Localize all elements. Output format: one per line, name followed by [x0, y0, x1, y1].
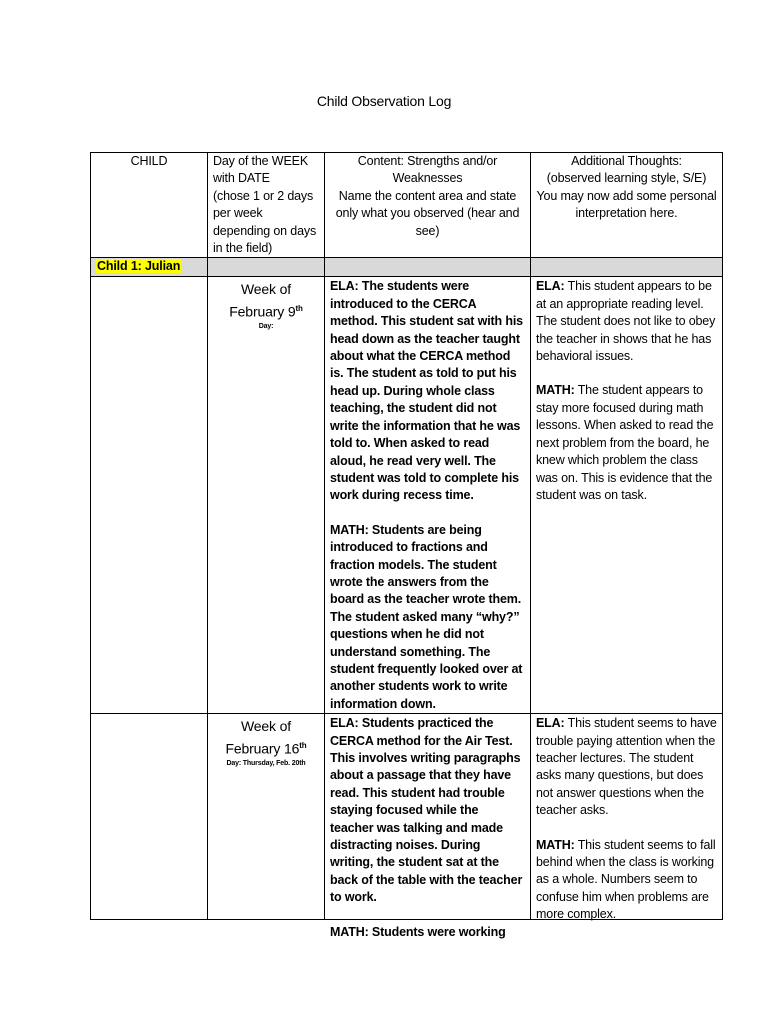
row2-day-label: Day: Thursday, Feb. 20th: [226, 759, 306, 767]
row2-week-sup: th: [299, 741, 307, 751]
row1-thoughts-ela-label: ELA:: [536, 279, 565, 294]
observation-row: [91, 714, 723, 920]
row1-thoughts-ela: [536, 278, 717, 365]
header-row: [91, 153, 723, 258]
row1-thoughts-cell: [531, 277, 723, 714]
row2-week-date: February 16: [225, 740, 300, 757]
row2-week-prefix: Week of: [240, 718, 292, 735]
row2-thoughts-ela: [536, 715, 717, 819]
row2-thoughts-math-text: This student seems to fall behind when the class is working as a whole. Numbers seem to confuse him when problems are more complex.: [536, 837, 716, 922]
row1-day-label: Day:: [258, 323, 274, 331]
header-child-label: CHILD: [130, 154, 168, 168]
child-label-row: [91, 258, 723, 277]
header-child: [91, 153, 208, 258]
row2-week-date-line: [213, 736, 319, 759]
row2-thoughts-math-label: MATH:: [536, 837, 575, 852]
header-day-note: (chose 1 or 2 days per week depending on days in the field): [213, 188, 317, 256]
row1-week-prefix: Week of: [240, 281, 292, 298]
row1-day-cell: [208, 277, 325, 714]
row1-thoughts-math-label: MATH:: [536, 383, 575, 398]
row2-day-cell: [208, 714, 325, 920]
child-row-blank-thoughts: [531, 258, 723, 277]
document-title: Child Observation Log: [316, 93, 452, 109]
child-name-highlight: Child 1: Julian: [97, 259, 181, 274]
row1-content-ela: ELA: The students were introduced to the CERCA method. This student sat with his head down as the teacher taught about what the CERCA method is. The student as told to put his head up. During whole class teaching, the student did not write the information that he was told to. When asked to read aloud, he read very well. The student was told to complete his work during recess time.: [330, 279, 523, 503]
header-content-note: Name the content area and state only what you observed (hear and see): [335, 188, 520, 238]
row2-thoughts-ela-text: This student seems to have trouble paying attention when the teacher lectures. The student asks many questions, but does not answer questions when the teacher asks.: [536, 716, 717, 818]
row1-content-math: MATH: Students are being introduced to fractions and fraction models. The student wrote the answers from the board as the teacher wrote them. The student asked many “why?” questions when he did not understand something. The student frequently looked over at another students work to write information down.: [330, 522, 523, 711]
child-row-blank-content: [325, 258, 531, 277]
row1-content-cell: [325, 277, 531, 714]
child-label-cell: [91, 258, 208, 277]
child-row-blank-day: [208, 258, 325, 277]
header-thoughts: [531, 153, 723, 258]
row1-week-sup: th: [295, 304, 303, 314]
row1-thoughts-ela-text: This student appears to be at an appropriate reading level. The student does not like to obey the teacher in shows that he has behavioral issues.: [536, 279, 716, 364]
row1-thoughts-math: [536, 382, 717, 504]
observation-log-table: [90, 152, 723, 939]
header-day-title: Day of the WEEK with DATE: [213, 154, 309, 186]
row1-week-date-line: [213, 299, 319, 322]
row1-week-date: February 9: [229, 304, 296, 321]
header-thoughts-title: Additional Thoughts:: [571, 154, 682, 168]
row2-content-math: MATH: Students were working: [330, 924, 506, 939]
row2-thoughts-cell: [531, 714, 723, 920]
row1-week: [213, 278, 319, 322]
row2-thoughts-ela-label: ELA:: [536, 716, 565, 731]
row2-content-ela: ELA: Students practiced the CERCA method for the Air Test. This involves writing paragraphs about a passage that they have read. This student had trouble staying focused while the teacher was talking and made distracting noises. During writing, the student sat at the back of the table with the teacher to work.: [330, 716, 523, 905]
observation-row: [91, 277, 723, 714]
header-content-title: Content: Strengths and/or Weaknesses: [357, 154, 498, 186]
header-thoughts-note: (observed learning style, S/E) You may now add some personal interpretation here.: [536, 171, 717, 221]
row1-child-cell: [91, 277, 208, 714]
row1-thoughts-math-text: The student appears to stay more focused during math lessons. When asked to read the next problem from the board, he knew which problem the class was on. This is evidence that the student was on task.: [536, 383, 714, 502]
row2-child-cell: [91, 714, 208, 920]
row2-thoughts-math: [536, 837, 717, 924]
row2-week: [213, 715, 319, 759]
row2-content-cell: [325, 714, 531, 939]
header-day: [208, 153, 325, 258]
header-content: [325, 153, 531, 258]
